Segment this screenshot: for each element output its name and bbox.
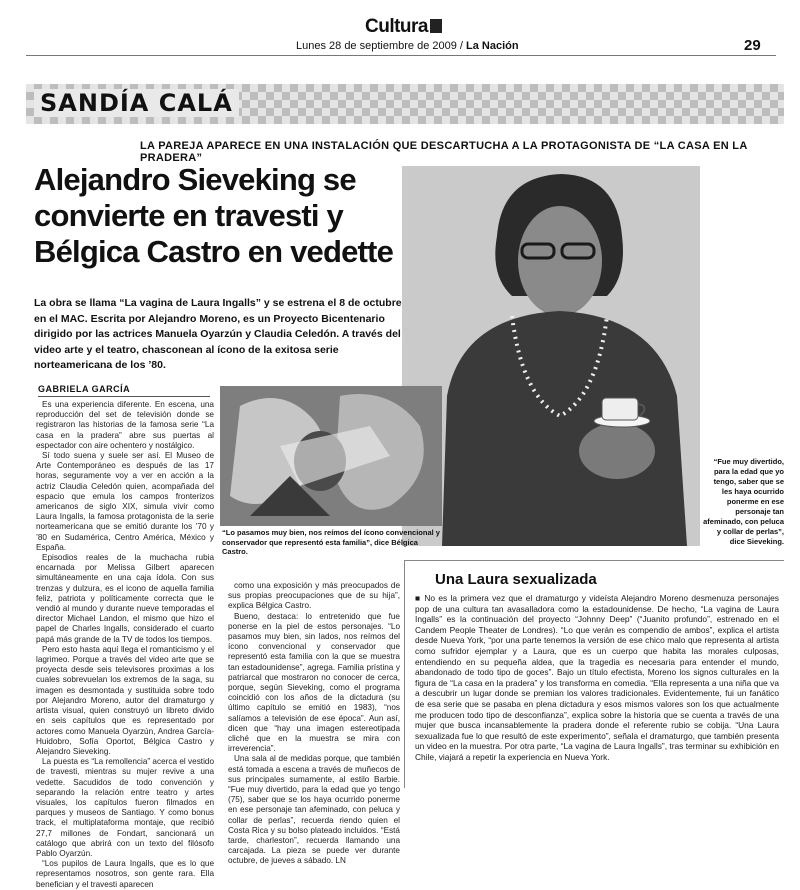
column-name: SANDÍA CALÁ: [34, 89, 239, 117]
body-paragraph: La puesta es “La remollencia” acerca el vestido de travesti, mientras su mujer revive a una vedette. Sacudidos de todo convención y separando la relación entre teatro y artes visuales, los capítulos fueron filmados en parques y museos de Santiago. Y como bonus track, el multiplataforma montaje, que recibió 27,7 millones de Fondart, sancionará un catálogo que abrirá con un texto del filósofo Pablo Oyarzún.: [36, 757, 214, 858]
section-name: Cultura: [365, 16, 442, 38]
masthead: [0, 0, 800, 60]
byline-rule: [38, 396, 210, 397]
main-photo-caption: “Fue muy divertido, para la edad que yo tengo, saber que se les haya ocurrido ponerme en ese personaje tan afeminado, con peluca y collar de perlas”, dice Sieveking.: [703, 457, 784, 546]
secondary-photo-illustration: [220, 386, 442, 526]
headline: Alejandro Sieveking se convierte en travesti y Bélgica Castro en vedette: [34, 162, 394, 269]
section-logo-mark: [430, 19, 442, 33]
body-column-1: [36, 400, 214, 889]
secondary-photo: [220, 386, 442, 526]
deck: La obra se llama “La vagina de Laura Ingalls” y se estrena el 8 de octubre en el MAC. Escrita por Alejandro Moreno, es un Proyecto Bicentenario dirigido por las actrices Manuela Oyarzún y Claudia Celedón. A través del video arte y el teatro, chasconean al ícono de la exitosa serie norteamericana de los ’80.: [34, 297, 402, 371]
main-photo: [402, 166, 700, 546]
body-paragraph: “Los pupilos de Laura Ingalls, que es lo que representamos nosotros, son gente rara. Ella benefician y el travesti aparecen: [36, 859, 214, 889]
secondary-photo-caption: “Lo pasamos muy bien, nos reímos del ícono convencional y conservador que representó esta familia”, dice Bélgica Castro.: [222, 528, 440, 556]
byline: GABRIELA GARCÍA: [38, 384, 131, 394]
body-paragraph: Episodios reales de la muchacha rubia encarnada por Melissa Gilbert aparecen simultáneamente en una caja ídola. Con sus trenzas y dulzura, es el icono de aquella familia feliz, patriota y políticamente correcta que le vendió al mundo y durante nueve temporadas el director Michael Landon, el mismo que hizo el papel de Charles Ingalls, considerado el cuarto papá más grande de la TV de todos los tiempos.: [36, 553, 214, 644]
date-text: Lunes 28 de septiembre de 2009: [296, 40, 457, 52]
newspaper-name: La Nación: [466, 40, 519, 52]
body-paragraph: Una sala al de medidas porque, que también está tomada a escena a través de muñecos de sus principales sumamente, al estilo Barbie. “Fue muy divertido, para la edad que yo tengo (75), saber que se los haya ocurrido ponerme en ese personaje tan afeminado, con peluca y collar de perlas”, recuerda riendo quien el Costa Rica y su bolso plateado incluidos. “Está tarde, charleston”, recuerda llamando una carcajada. La pieza se puede ver durante octubre, de jueves a sábado. LN: [228, 754, 400, 866]
column-banner: [26, 84, 784, 124]
sidebar-box: [404, 560, 784, 788]
body-paragraph: como una exposición y más preocupados de sus propias preocupaciones que de su hija”, explica Bélgica Castro.: [228, 581, 400, 611]
page-number: 29: [744, 37, 761, 54]
kicker: LA PAREJA APARECE EN UNA INSTALACIÓN QUE DESCARTUCHA A LA PROTAGONISTA DE “LA CASA EN LA PRADERA”: [140, 140, 748, 164]
body-paragraph: Sí todo suena y suele ser así. El Museo de Arte Contemporáneo es después de las 17 horas, seguramente voy a ver en acción a la actriz Claudia Celedón quien, acompañada del espacio que emula los campos fronterizos americanos de siglo XIX, simula vivir como Laura Ingalls, la famosa protagonista de la serie norteamericana que se emitió durante los ’70 y ’80 en Sudamérica, Centro América, México y España.: [36, 451, 214, 552]
dateline: [296, 40, 519, 52]
body-paragraph: Bueno, destaca: lo entretenido que fue ponerse en la piel de estos personajes. “Lo pasamos muy bien, sin lados, nos reímos del ícono convencional y conservador que representó esta familia con la que se muestra tan estadounidense”, agrega. Familia prístina y patriarcal que mostraron no conocer de cerca, porque, según Sieveking, como el programa coincidió con los años de la dictadura (su último capítulo se emitió en 1983), “nos salíamos a televisión de ese época”. Aun así, dicen que “hay una imagen estereotipada cliché que en la muestra se mira con irreverencia”.: [228, 611, 400, 754]
sidebar-text: ■ No es la primera vez que el dramaturgo y videísta Alejandro Moreno desmenuza personajes pop de una cultura tan avasalladora como la estadounidense. De hecho, “La vagina de Laura Ingalls” es la continuación del proyecto “Johnny Deep” (“Juanito profundo”, estrenado en el Candem People Theater de Londres). “Lo que verán es compendio de ambos”, explica el artista desde Nueva York, “por una parte tenemos la versión de ese chico malo que representa al artista como sufridor ejemplar y a Laura, que es un cuerpo que habita las morales culposas, entendiendo en su pequeña aldea, que la tragedia es necesaria para entender el mundo, abandonado de todo tipo de goces”. Bajo un título efectista, Moreno los signos culturales en la figura de “La casa en la pradera” y los transforma en comedia. “Ella representa a una niña que va a descubrir un lugar donde se premian los valores tradicionales. Evidentemente, fui un fanático de esa serie que se pasaba en plena dictadura y esos mismos valores son los que actualmente me producen todo tipo de desconfianza”, explica sobre la historia que se cuenta a través de una mujer que busca incansablemente la pradera donde el referente rubio se cobija. “Una Laura sexualizada fue lo que resultó de este experimento”, señala el dramaturgo, que también presenta un video en la muestra. Por otra parte, “La vagina de Laura Ingalls”, tras terminar su exhibición en Chile, viajará a repetir la experiencia en Nueva York.: [415, 593, 779, 762]
sidebar-title: Una Laura sexualizada: [435, 571, 597, 588]
body-column-2: [228, 581, 400, 866]
body-paragraph: Es una experiencia diferente. En escena, una reproducción del set de televisión donde se registraron las historias de la famosa serie “La casa en la pradera” abre sus puertas al espectador con aire ochentero y nostálgico.: [36, 400, 214, 450]
date-separator: /: [459, 40, 463, 52]
main-photo-illustration: [402, 166, 700, 546]
body-paragraph: Pero esto hasta aquí llega el romanticismo y el lagrimeo. Porque a través del video arte que se proyecta desde seis televisores proximas a los cuales sobrevuelan los extremos de la saga, su imagen es desmontada y sustituida sobre todo por Alejandro Moreno, autor del dramaturgo y artista visual, quien construyó un libreto divido en seis capítulos que es representado por actores como Manuela Oyarzún, Andrea García-Huidobro, Sofía Oportot, Bélgica Castro y Alejandro Sieveking.: [36, 644, 214, 756]
header-rule: [26, 55, 776, 56]
